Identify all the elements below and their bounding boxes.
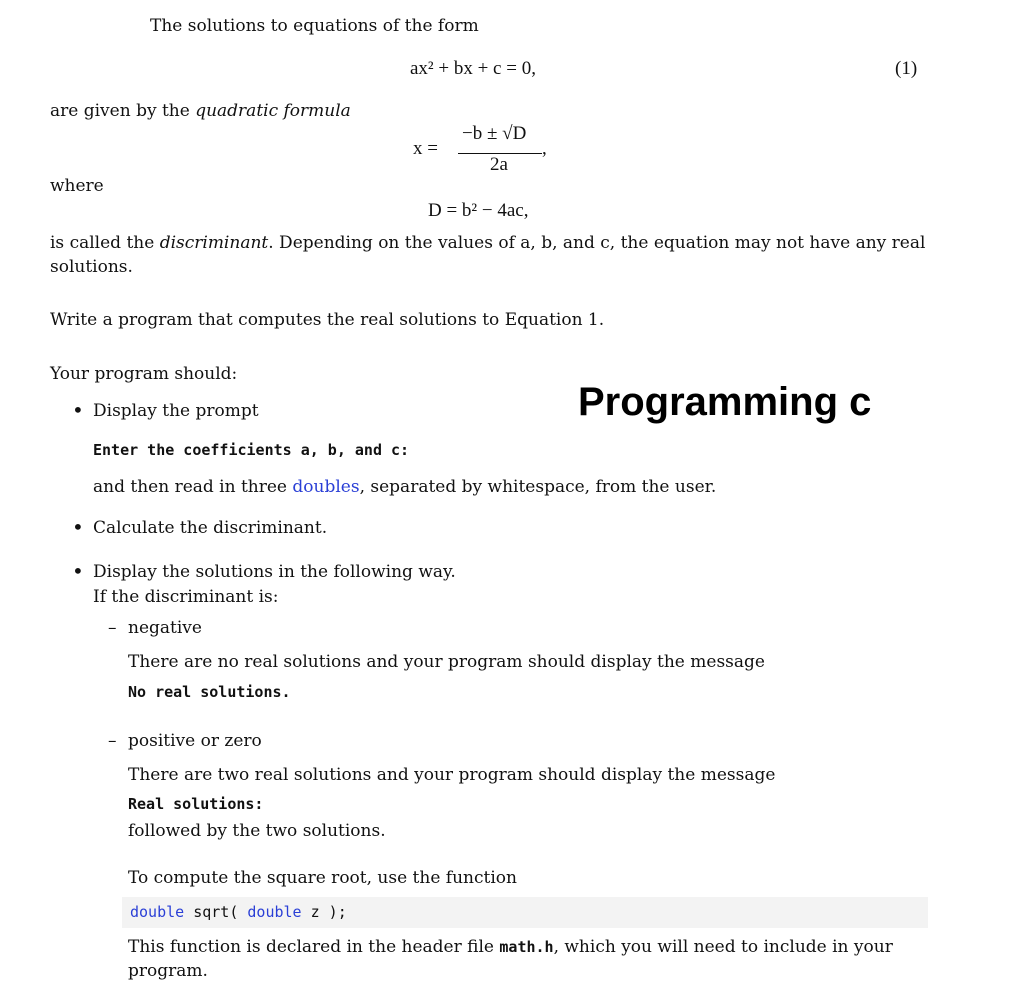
bullet-2-text: Calculate the discriminant. bbox=[93, 518, 328, 538]
equation-1: ax² + bx + c = 0, bbox=[410, 58, 536, 79]
equation-1-label: (1) bbox=[895, 58, 918, 79]
negative-label: negative bbox=[128, 618, 202, 638]
term-quadratic-formula: quadratic formula bbox=[195, 101, 351, 121]
positive-code: Real solutions: bbox=[128, 795, 264, 813]
text: , which you will need to include in your bbox=[553, 937, 893, 957]
code-rest: z ); bbox=[301, 903, 347, 921]
positive-text: There are two real solutions and your program should display the message bbox=[128, 765, 776, 785]
positive-after: followed by the two solutions. bbox=[128, 821, 386, 841]
header-file: math.h bbox=[499, 938, 554, 956]
keyword: double bbox=[247, 903, 302, 921]
program-should-label: Your program should: bbox=[50, 364, 238, 384]
term-discriminant: discriminant bbox=[159, 233, 269, 253]
discriminant-equation: D = b² − 4ac, bbox=[428, 200, 529, 221]
prompt-code: Enter the coefficients a, b, and c: bbox=[93, 441, 410, 459]
intro-line: The solutions to equations of the form bbox=[150, 16, 479, 36]
doubles-link[interactable]: doubles bbox=[292, 477, 360, 497]
dash-icon: – bbox=[108, 618, 117, 638]
keyword: double bbox=[130, 903, 185, 921]
function-name: sqrt( bbox=[184, 903, 248, 921]
formula-numerator: −b ± √D bbox=[462, 123, 527, 144]
text: is called the bbox=[50, 233, 160, 253]
where-label: where bbox=[50, 176, 104, 196]
text: are given by the bbox=[50, 101, 196, 121]
code-block bbox=[122, 897, 928, 928]
sqrt-intro: To compute the square root, use the function bbox=[128, 868, 517, 888]
positive-label: positive or zero bbox=[128, 731, 262, 751]
bullet-1-text: Display the prompt bbox=[93, 401, 259, 421]
text: This function is declared in the header file bbox=[128, 937, 500, 957]
sqrt-signature bbox=[130, 903, 347, 921]
bullet-icon: • bbox=[72, 515, 84, 539]
sqrt-declaration-line2: program. bbox=[128, 961, 208, 981]
quadratic-formula-intro bbox=[50, 101, 351, 121]
negative-text: There are no real solutions and your program should display the message bbox=[128, 652, 765, 672]
bullet-3-line2: If the discriminant is: bbox=[93, 587, 279, 607]
discriminant-description-line2: solutions. bbox=[50, 257, 133, 277]
bullet-1-after bbox=[93, 477, 716, 497]
bullet-icon: • bbox=[72, 398, 84, 422]
discriminant-description bbox=[50, 233, 925, 253]
dash-icon: – bbox=[108, 731, 117, 751]
formula-denominator: 2a bbox=[490, 154, 508, 175]
text: . Depending on the values of a, b, and c, the equation may not have any real bbox=[268, 233, 926, 253]
text: , separated by whitespace, from the user. bbox=[359, 477, 717, 497]
sqrt-declaration bbox=[128, 937, 893, 957]
negative-code: No real solutions. bbox=[128, 683, 291, 701]
task-statement: Write a program that computes the real solutions to Equation 1. bbox=[50, 310, 605, 330]
formula-comma: , bbox=[542, 138, 547, 159]
bullet-3-text: Display the solutions in the following way. bbox=[93, 562, 456, 582]
text: and then read in three bbox=[93, 477, 293, 497]
formula-lhs: x = bbox=[413, 138, 438, 159]
overlay-heading: Programming c bbox=[578, 380, 872, 424]
bullet-icon: • bbox=[72, 559, 84, 583]
